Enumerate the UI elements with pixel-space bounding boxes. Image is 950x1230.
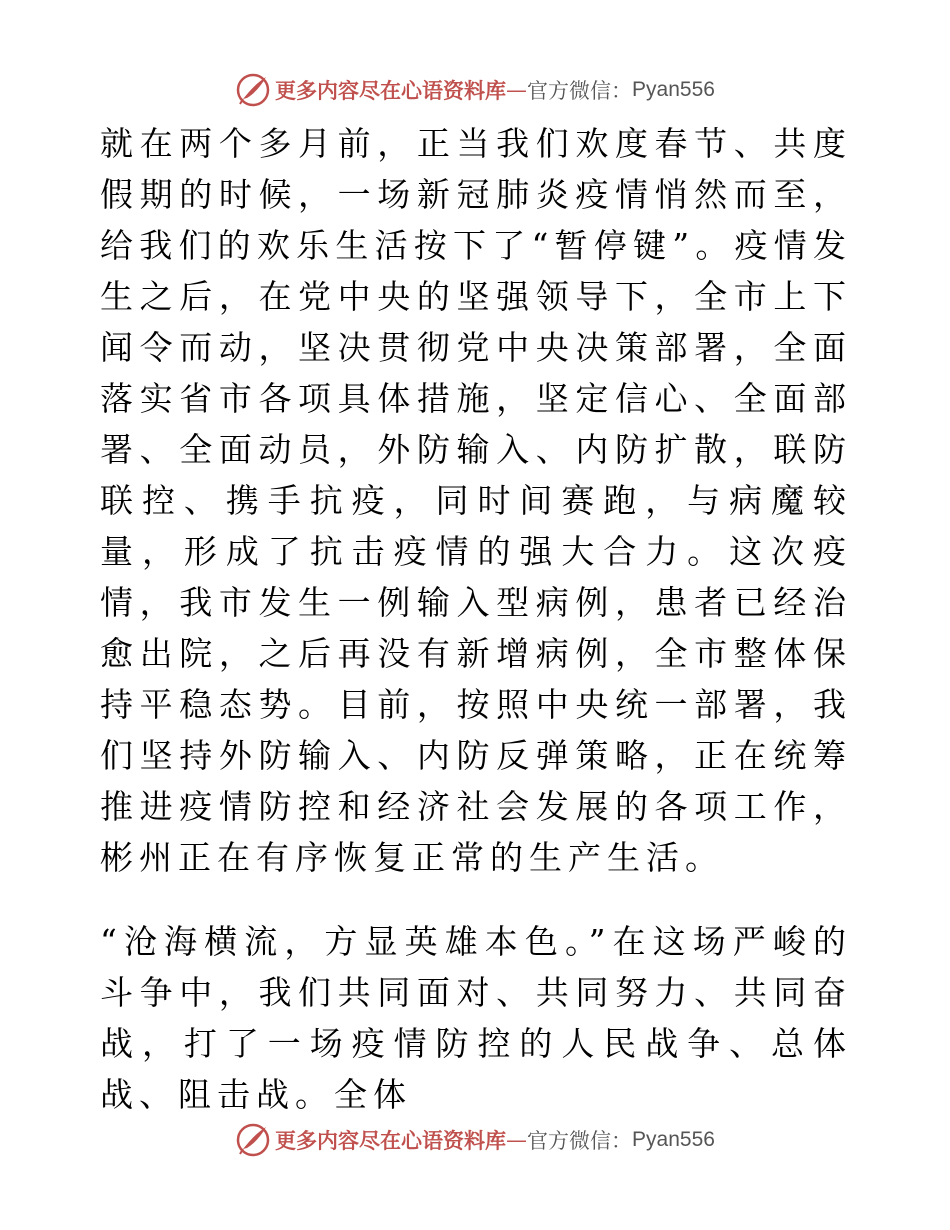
banner-dash: — xyxy=(506,1128,528,1152)
paragraph-2: “沧海横流，方显英雄本色。”在这场严峻的斗争中，我们共同面对、共同努力、共同奋战，打了一场疫情防控的人民战争、总体战、阻击战。全体 xyxy=(100,922,852,1114)
header-banner xyxy=(0,70,950,110)
paragraph-1: 就在两个多月前，正当我们欢度春节、共度假期的时候，一场新冠肺炎疫情悄然而至，给我们的欢乐生活按下了“暂停键”。疫情发生之后，在党中央的坚强领导下，全市上下闻令而动，坚决贯彻党中央决策部署，全面落实省市各项具体措施，坚定信心、全面部署、全面动员，外防输入、内防扩散，联防联控、携手抗疫，同时间赛跑，与病魔较量，形成了抗击疫情的强大合力。这次疫情，我市发生一例输入型病例，患者已经治愈出院，之后再没有新增病例，全市整体保持平稳态势。目前，按照中央统一部署，我们坚持外防输入、内防反弹策略，正在统筹推进疫情防控和经济社会发展的各项工作，彬州正在有序恢复正常的生产生活。 xyxy=(100,124,852,877)
banner-wechat-id: Pyan556 xyxy=(632,78,715,101)
footer-banner xyxy=(0,1120,950,1160)
banner-text: 更多内容尽在心语资料库 xyxy=(275,1129,507,1153)
banner-wechat-label: 官方微信： xyxy=(527,79,633,103)
document-body xyxy=(100,118,852,1120)
banner-dash: — xyxy=(506,78,528,102)
quill-logo-icon xyxy=(235,1122,271,1158)
banner-text: 更多内容尽在心语资料库 xyxy=(275,79,507,103)
quill-logo-icon xyxy=(235,72,271,108)
banner-wechat-id: Pyan556 xyxy=(632,1128,715,1151)
banner-wechat-label: 官方微信： xyxy=(527,1129,633,1153)
